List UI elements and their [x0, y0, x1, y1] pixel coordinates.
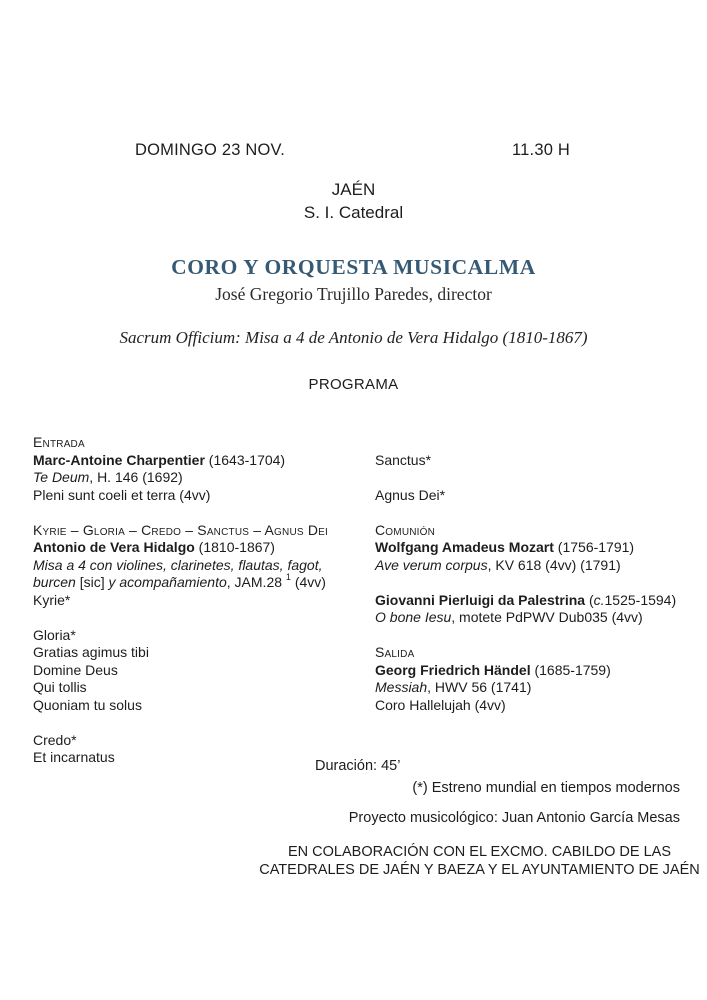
- program-line: Pleni sunt coeli et terra (4vv): [33, 486, 211, 503]
- program-line: Agnus Dei*: [375, 486, 446, 503]
- program-line: Sanctus*: [375, 451, 432, 468]
- program-line: O bone Iesu, motete PdPWV Dub035 (4vv): [375, 609, 643, 625]
- ensemble-director: José Gregorio Trujillo Paredes, director: [215, 284, 492, 304]
- program-section: [33, 522, 375, 610]
- program-section-heading: Kyrie – Gloria – Credo – Sanctus – Agnus Dei: [33, 521, 328, 538]
- duration-note: Duración: 45’: [315, 758, 401, 774]
- event-date: DOMINGO 23 NOV.: [135, 141, 286, 159]
- work-title: Sacrum Officium: Misa a 4 de Antonio de Vera Hidalgo (1810-1867): [119, 328, 588, 347]
- program-heading: PROGRAMA: [308, 376, 399, 393]
- program-line: Quoniam tu solus: [33, 696, 142, 713]
- program-section: [375, 452, 702, 470]
- program-section: [375, 592, 702, 627]
- program-line: burcen [sic] y acompañamiento, JAM.28 $^1$ (4vv): [33, 572, 326, 590]
- program-section: [375, 487, 702, 505]
- program-line: Misa a 4 con violines, clarinetes, flautas, fagot,: [33, 556, 323, 573]
- program-section-heading: Entrada: [33, 434, 85, 450]
- program-line: Ave verum corpus, KV 618 (4vv) (1791): [375, 556, 621, 573]
- program-section-heading: Salida: [375, 644, 415, 660]
- program-columns: [33, 434, 702, 767]
- program-section-heading: Comunión: [375, 521, 436, 538]
- program-section: [33, 434, 375, 504]
- program-line: Gloria*: [33, 626, 76, 643]
- premiere-note: (*) Estreno mundial en tiempos modernos: [412, 780, 680, 796]
- program-section: [375, 644, 702, 714]
- program-line: Marc-Antoine Charpentier (1643-1704): [33, 451, 286, 468]
- program-line: Messiah, HWV 56 (1741): [375, 679, 532, 695]
- program-line: Et incarnatus: [33, 749, 115, 765]
- program-section: [375, 522, 702, 575]
- program-line: Domine Deus: [33, 661, 118, 678]
- venue-place: S. I. Catedral: [303, 202, 404, 222]
- program-section: [33, 627, 375, 715]
- collaboration-line: CATEDRALES DE JAÉN Y BAEZA Y EL AYUNTAMIENTO DE JAÉN: [259, 861, 700, 878]
- program-line: Georg Friedrich Händel (1685-1759): [375, 661, 611, 678]
- program-line: Kyrie*: [33, 591, 71, 608]
- program-line: Gratias agimus tibi: [33, 644, 149, 660]
- program-line: Giovanni Pierluigi da Palestrina (c.1525-1594): [375, 591, 677, 608]
- program-line: Antonio de Vera Hidalgo (1810-1867): [33, 539, 275, 555]
- musicology-credit: Proyecto musicológico: Juan Antonio García Mesas: [348, 810, 680, 826]
- program-line: Qui tollis: [33, 679, 87, 695]
- venue-city: JAÉN: [331, 180, 376, 199]
- header-row: [135, 141, 570, 160]
- venue-block: [0, 179, 707, 224]
- program-line: Credo*: [33, 731, 77, 748]
- program-column-right: [375, 434, 702, 714]
- ensemble-name: CORO Y ORQUESTA MUSICALMA: [171, 255, 536, 279]
- event-time: 11.30 H: [512, 141, 570, 159]
- program-line: Wolfgang Amadeus Mozart (1756-1791): [375, 539, 635, 555]
- collaboration-note: [252, 844, 707, 879]
- program-line: Coro Hallelujah (4vv): [375, 696, 506, 713]
- collaboration-line: EN COLABORACIÓN CON EL EXCMO. CABILDO DE LAS: [288, 844, 671, 860]
- program-column-left: [33, 434, 375, 767]
- program-line: Te Deum, H. 146 (1692): [33, 469, 183, 485]
